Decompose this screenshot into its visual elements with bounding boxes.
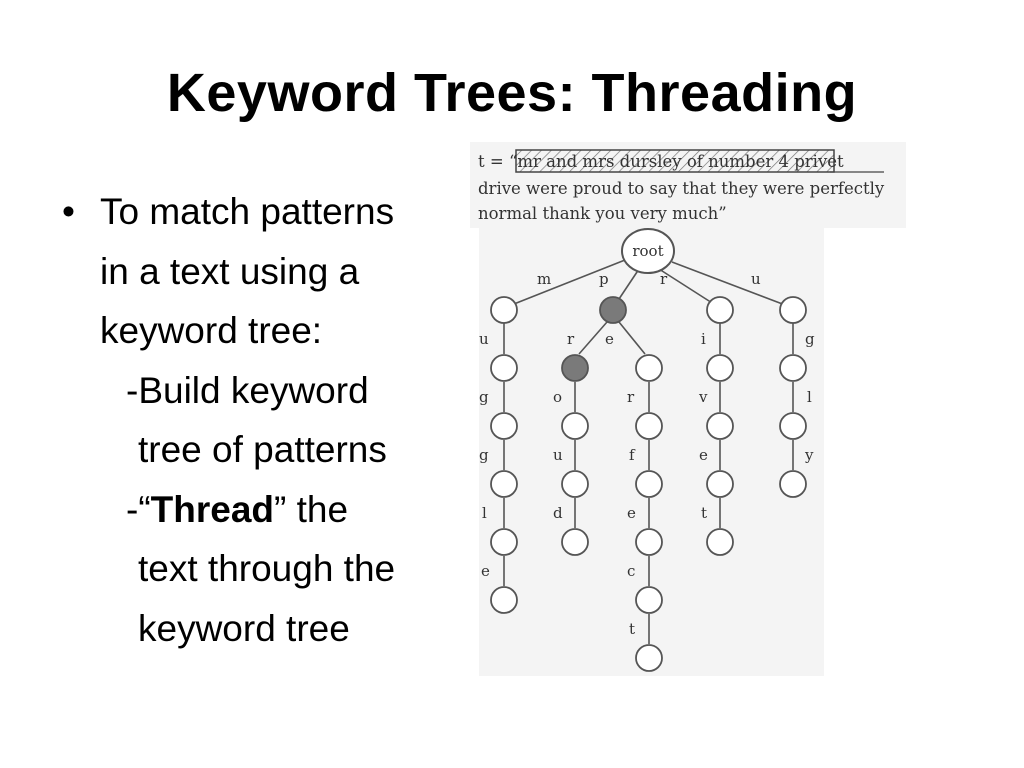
tree-node [636, 471, 662, 497]
edge-labels [479, 270, 815, 638]
edge-label: m [537, 270, 552, 288]
tree-node [707, 297, 733, 323]
sub-bullet-suffix: ” the [274, 488, 349, 530]
edge-label: e [481, 562, 490, 580]
tree-node [636, 413, 662, 439]
edge-label: o [553, 388, 563, 406]
tree-node [636, 529, 662, 555]
edge-label: g [479, 446, 489, 464]
edge-label: r [660, 270, 668, 288]
edge-label: p [599, 270, 609, 288]
bullet-line: keyword tree: [100, 310, 323, 351]
bullet-list [58, 182, 478, 658]
edge-label: i [701, 330, 706, 348]
edge-label: v [699, 388, 708, 406]
tree-node [707, 413, 733, 439]
tree-node [636, 645, 662, 671]
text-line: drive were proud to say that they were perfectly [478, 179, 885, 198]
text-line: t = “mr and mrs dursley of number 4 privet [478, 152, 844, 171]
edge-label: u [479, 330, 489, 348]
bullet-marker: • [62, 191, 75, 232]
tree-node-highlighted [562, 355, 588, 381]
edge-label: y [805, 446, 814, 464]
bullet-line: in a text using a [100, 250, 360, 292]
tree-node [491, 471, 517, 497]
text-figure-svg [470, 142, 906, 228]
edge-label: r [567, 330, 575, 348]
tree-node [636, 587, 662, 613]
edge-label: u [553, 446, 563, 464]
sub-bullet-line: text through the [138, 548, 396, 589]
root-label: root [632, 242, 664, 260]
tree-node [780, 355, 806, 381]
tree-node [636, 355, 662, 381]
tree-node [491, 529, 517, 555]
sub-bullet-line [58, 480, 478, 540]
edge-label: g [805, 330, 815, 348]
edge-label: g [479, 388, 489, 406]
tree-node [780, 413, 806, 439]
edge-label: e [605, 330, 614, 348]
edge-label: l [482, 504, 487, 522]
tree-node [491, 413, 517, 439]
edge-label: t [701, 504, 708, 522]
sub-bullet-line: tree of patterns [138, 429, 387, 470]
tree-node [562, 529, 588, 555]
edge-label: f [629, 446, 635, 464]
edge-label: l [807, 388, 812, 406]
tree-node [491, 587, 517, 613]
text-line: normal thank you very much” [478, 204, 727, 223]
edge-label: r [627, 388, 635, 406]
tree-node [562, 413, 588, 439]
bullet-item [58, 182, 478, 242]
edge-label: e [627, 504, 636, 522]
tree-node [562, 471, 588, 497]
sub-bullet-prefix: -“ [126, 488, 151, 530]
keyword-tree-figure [479, 226, 824, 676]
sub-bullet-line: keyword tree [138, 607, 350, 649]
tree-node [707, 529, 733, 555]
text-figure [470, 142, 906, 228]
tree-node [780, 471, 806, 497]
edge-label: c [627, 562, 636, 580]
tree-node [491, 355, 517, 381]
edge-label: d [553, 504, 563, 522]
bold-term: Thread [150, 488, 275, 530]
edge-label: t [629, 620, 636, 638]
edge-label: e [699, 446, 708, 464]
bullet-line: To match patterns [100, 191, 395, 232]
keyword-tree-svg [479, 226, 824, 676]
tree-node [707, 471, 733, 497]
tree-node-highlighted [600, 297, 626, 323]
sub-bullet-line: -Build keyword [126, 369, 369, 411]
tree-node [491, 297, 517, 323]
slide-title: Keyword Trees: Threading [166, 63, 858, 123]
tree-node [707, 355, 733, 381]
edge-label: u [751, 270, 761, 288]
tree-node [780, 297, 806, 323]
